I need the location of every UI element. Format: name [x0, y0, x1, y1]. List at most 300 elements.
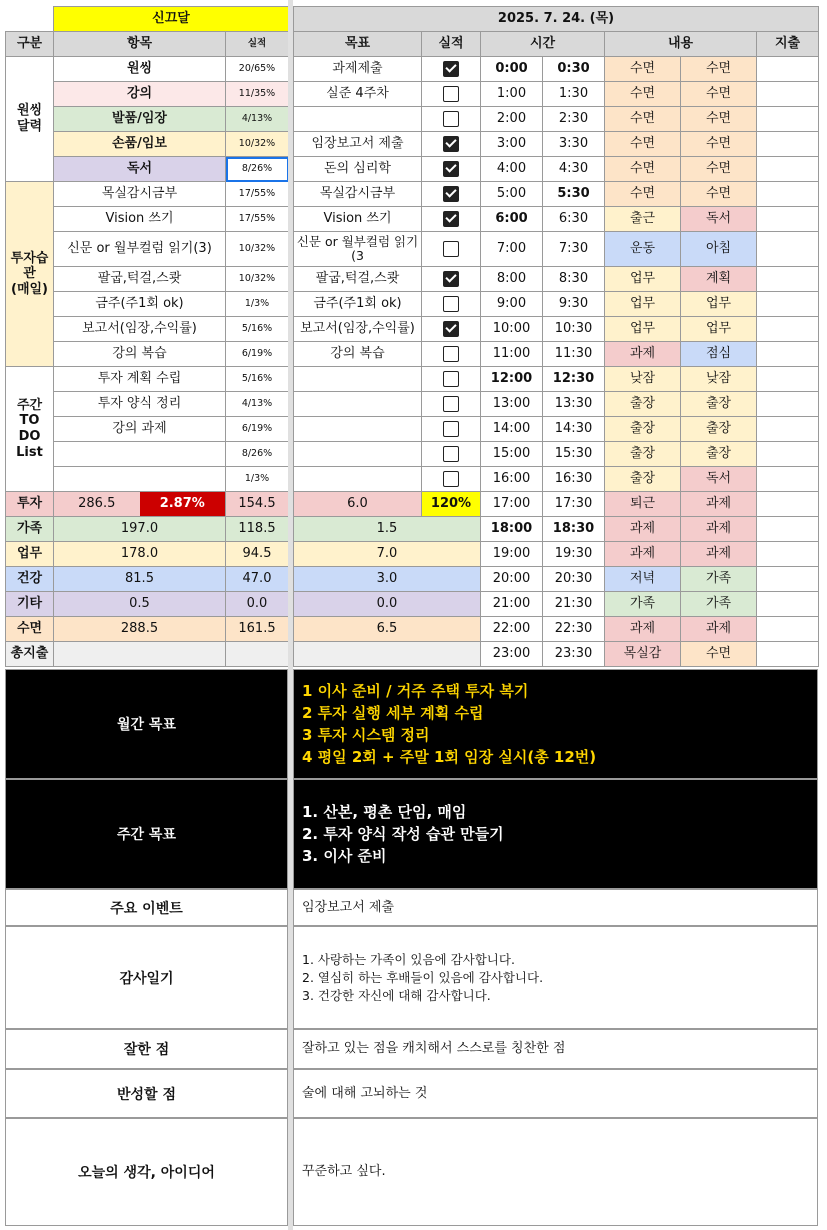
item-cell[interactable]: 목실감시금부 — [54, 182, 226, 207]
content-second-half[interactable]: 가족 — [681, 592, 757, 617]
good-text[interactable]: 잘하고 있는 점을 캐치해서 스스로를 칭찬한 점 — [293, 1029, 818, 1069]
left-grid — [5, 6, 289, 667]
done-checkbox-cell[interactable] — [422, 317, 481, 342]
summary-total[interactable]: 81.5 — [54, 567, 226, 592]
summary-actual[interactable]: 94.5 — [226, 542, 289, 567]
content-second-half[interactable]: 수면 — [681, 107, 757, 132]
spend-cell[interactable] — [757, 542, 819, 567]
content-second-half[interactable]: 수면 — [681, 157, 757, 182]
content-second-half[interactable]: 계획 — [681, 267, 757, 292]
content-first-half[interactable]: 과제 — [605, 542, 681, 567]
done-checkbox-cell[interactable] — [422, 292, 481, 317]
content-first-half[interactable]: 출장 — [605, 392, 681, 417]
schedule-row — [294, 267, 819, 292]
summary-target[interactable] — [294, 642, 481, 667]
item-cell[interactable]: 강의 과제 — [54, 417, 226, 442]
group-onething[interactable] — [6, 57, 54, 182]
spend-cell[interactable] — [757, 342, 819, 367]
schedule-row — [294, 207, 819, 232]
content-first-half[interactable]: 과제 — [605, 617, 681, 642]
weekly-goal-list[interactable] — [293, 779, 818, 889]
col-progress[interactable]: 실적 — [226, 32, 289, 57]
event-text[interactable]: 임장보고서 제출 — [293, 889, 818, 926]
gratitude-list[interactable] — [293, 926, 818, 1029]
gratitude-item: 2. 열심히 하는 후배들이 있음에 감사합니다. — [302, 969, 544, 985]
item-cell[interactable]: 팔굽,턱걸,스쾃 — [54, 267, 226, 292]
spend-cell[interactable] — [757, 57, 819, 82]
done-checkbox-cell[interactable] — [422, 467, 481, 492]
checkbox-icon[interactable] — [443, 421, 459, 437]
done-checkbox-cell[interactable] — [422, 182, 481, 207]
reflect-label[interactable]: 반성할 점 — [5, 1069, 288, 1118]
blank-cell — [6, 7, 54, 32]
sheet-title[interactable]: 신끄달 — [54, 7, 289, 32]
content-second-half[interactable]: 출장 — [681, 392, 757, 417]
content-second-half[interactable]: 과제 — [681, 492, 757, 517]
time-start[interactable]: 17:00 — [481, 492, 543, 517]
monthly-goal-item: 1 이사 준비 / 거주 주택 투자 복기 — [302, 682, 529, 700]
summary-label[interactable]: 가족 — [6, 517, 54, 542]
content-first-half[interactable]: 업무 — [605, 292, 681, 317]
content-first-half[interactable]: 출장 — [605, 442, 681, 467]
content-second-half[interactable]: 수면 — [681, 132, 757, 157]
schedule-row — [294, 317, 819, 342]
content-first-half[interactable]: 출근 — [605, 207, 681, 232]
content-first-half[interactable]: 낮잠 — [605, 367, 681, 392]
schedule-row — [294, 82, 819, 107]
weekly-goal-label[interactable]: 주간 목표 — [5, 779, 288, 889]
schedule-row — [294, 107, 819, 132]
time-start[interactable]: 23:00 — [481, 642, 543, 667]
time-start[interactable]: 10:00 — [481, 317, 543, 342]
time-end[interactable]: 5:30 — [543, 182, 605, 207]
checkbox-icon[interactable] — [443, 471, 459, 487]
content-first-half[interactable]: 수면 — [605, 157, 681, 182]
time-start[interactable]: 12:00 — [481, 367, 543, 392]
progress-cell[interactable]: 1/3% — [226, 467, 289, 492]
time-end[interactable]: 18:30 — [543, 517, 605, 542]
content-first-half[interactable]: 수면 — [605, 57, 681, 82]
time-end[interactable]: 20:30 — [543, 567, 605, 592]
goal-cell[interactable] — [294, 107, 422, 132]
schedule-row — [294, 182, 819, 207]
checkbox-icon[interactable] — [443, 186, 459, 202]
content-second-half[interactable]: 낮잠 — [681, 367, 757, 392]
group-habits[interactable] — [6, 182, 54, 367]
content-first-half[interactable]: 과제 — [605, 342, 681, 367]
content-second-half[interactable]: 가족 — [681, 567, 757, 592]
time-end[interactable]: 12:30 — [543, 367, 605, 392]
content-second-half[interactable]: 독서 — [681, 467, 757, 492]
time-end[interactable]: 9:30 — [543, 292, 605, 317]
time-start[interactable]: 18:00 — [481, 517, 543, 542]
gratitude-label[interactable]: 감사일기 — [5, 926, 288, 1029]
summary-actual[interactable]: 0.0 — [226, 592, 289, 617]
checkbox-icon[interactable] — [443, 346, 459, 362]
item-cell[interactable]: 보고서(임장,수익률) — [54, 317, 226, 342]
content-first-half[interactable]: 출장 — [605, 417, 681, 442]
spend-cell[interactable] — [757, 232, 819, 267]
goal-cell[interactable] — [294, 392, 422, 417]
gratitude-item: 3. 건강한 자신에 대해 감사합니다. — [302, 987, 491, 1003]
time-start[interactable]: 4:00 — [481, 157, 543, 182]
content-first-half[interactable]: 과제 — [605, 517, 681, 542]
checkbox-icon[interactable] — [443, 136, 459, 152]
time-start[interactable]: 5:00 — [481, 182, 543, 207]
content-second-half[interactable]: 출장 — [681, 442, 757, 467]
summary-label[interactable]: 기타 — [6, 592, 54, 617]
schedule-row — [294, 292, 819, 317]
time-start[interactable]: 16:00 — [481, 467, 543, 492]
schedule-row — [294, 617, 819, 642]
spend-cell[interactable] — [757, 292, 819, 317]
done-checkbox-cell[interactable] — [422, 442, 481, 467]
time-start[interactable]: 22:00 — [481, 617, 543, 642]
goal-cell[interactable] — [294, 417, 422, 442]
good-label[interactable]: 잘한 점 — [5, 1029, 288, 1069]
progress-cell[interactable]: 6/19% — [226, 342, 289, 367]
time-end[interactable]: 3:30 — [543, 132, 605, 157]
time-end[interactable]: 8:30 — [543, 267, 605, 292]
content-first-half[interactable]: 출장 — [605, 467, 681, 492]
item-cell[interactable]: 강의 — [54, 82, 226, 107]
monthly-goal-item: 2 투자 실행 세부 계획 수립 — [302, 704, 484, 722]
spend-cell[interactable] — [757, 182, 819, 207]
spend-cell[interactable] — [757, 642, 819, 667]
checkbox-icon[interactable] — [443, 271, 459, 287]
time-end[interactable]: 4:30 — [543, 157, 605, 182]
content-second-half[interactable]: 과제 — [681, 517, 757, 542]
content-second-half[interactable]: 점심 — [681, 342, 757, 367]
schedule-row — [294, 57, 819, 82]
content-second-half[interactable]: 과제 — [681, 617, 757, 642]
goal-cell[interactable]: 돈의 심리학 — [294, 157, 422, 182]
time-end[interactable]: 7:30 — [543, 232, 605, 267]
content-first-half[interactable]: 수면 — [605, 132, 681, 157]
goal-cell[interactable]: 과제제출 — [294, 57, 422, 82]
progress-cell[interactable]: 5/16% — [226, 367, 289, 392]
item-cell[interactable]: Vision 쓰기 — [54, 207, 226, 232]
summary-target[interactable]: 1.5 — [294, 517, 481, 542]
summary-actual[interactable]: 161.5 — [226, 617, 289, 642]
item-cell[interactable]: 원씽 — [54, 57, 226, 82]
done-checkbox-cell[interactable] — [422, 232, 481, 267]
spend-cell[interactable] — [757, 567, 819, 592]
schedule-row — [294, 492, 819, 517]
schedule-row — [294, 467, 819, 492]
time-start[interactable]: 0:00 — [481, 57, 543, 82]
col-goal[interactable]: 목표 — [294, 32, 422, 57]
col-content[interactable]: 내용 — [605, 32, 757, 57]
progress-cell-selected[interactable]: 8/26% — [226, 157, 289, 182]
summary-total[interactable]: 178.0 — [54, 542, 226, 567]
time-end[interactable]: 14:30 — [543, 417, 605, 442]
done-checkbox-cell[interactable] — [422, 157, 481, 182]
goal-cell[interactable]: 신문 or 월부컬럼 읽기(3 — [294, 232, 422, 267]
checkbox-icon[interactable] — [443, 241, 459, 257]
goal-cell[interactable]: 실준 4주차 — [294, 82, 422, 107]
spend-cell[interactable] — [757, 442, 819, 467]
idea-block — [5, 1118, 818, 1226]
time-start[interactable]: 1:00 — [481, 82, 543, 107]
spend-cell[interactable] — [757, 267, 819, 292]
spend-cell[interactable] — [757, 592, 819, 617]
time-start[interactable]: 7:00 — [481, 232, 543, 267]
summary-actual[interactable]: 118.5 — [226, 517, 289, 542]
content-second-half[interactable]: 수면 — [681, 642, 757, 667]
content-second-half[interactable]: 출장 — [681, 417, 757, 442]
monthly-goal-label[interactable]: 월간 목표 — [5, 669, 288, 779]
item-cell[interactable]: 신문 or 월부컬럼 읽기(3) — [54, 232, 226, 267]
gratitude-item: 1. 사랑하는 가족이 있음에 감사합니다. — [302, 951, 515, 967]
done-checkbox-cell[interactable] — [422, 57, 481, 82]
summary-target[interactable]: 3.0 — [294, 567, 481, 592]
content-second-half[interactable]: 독서 — [681, 207, 757, 232]
spend-cell[interactable] — [757, 132, 819, 157]
done-checkbox-cell[interactable] — [422, 107, 481, 132]
goal-cell[interactable]: Vision 쓰기 — [294, 207, 422, 232]
summary-label[interactable]: 투자 — [6, 492, 54, 517]
col-item[interactable]: 항목 — [54, 32, 226, 57]
group-label: 주간 TO DO List — [16, 397, 43, 460]
spend-cell[interactable] — [757, 417, 819, 442]
checkbox-icon[interactable] — [443, 61, 459, 77]
time-start[interactable]: 8:00 — [481, 267, 543, 292]
schedule-row — [294, 157, 819, 182]
progress-cell[interactable]: 10/32% — [226, 132, 289, 157]
progress-cell[interactable]: 1/3% — [226, 292, 289, 317]
schedule-row — [294, 132, 819, 157]
time-end[interactable]: 10:30 — [543, 317, 605, 342]
summary-target[interactable]: 7.0 — [294, 542, 481, 567]
time-end[interactable]: 0:30 — [543, 57, 605, 82]
content-first-half[interactable]: 가족 — [605, 592, 681, 617]
summary-label[interactable]: 수면 — [6, 617, 54, 642]
progress-cell[interactable]: 10/32% — [226, 232, 289, 267]
goal-cell[interactable]: 강의 복습 — [294, 342, 422, 367]
summary-total[interactable]: 288.5 — [54, 617, 226, 642]
time-start[interactable]: 14:00 — [481, 417, 543, 442]
content-first-half[interactable]: 퇴근 — [605, 492, 681, 517]
content-first-half[interactable]: 수면 — [605, 107, 681, 132]
time-end[interactable]: 13:30 — [543, 392, 605, 417]
checkbox-icon[interactable] — [443, 446, 459, 462]
content-first-half[interactable]: 목실감 — [605, 642, 681, 667]
time-end[interactable]: 11:30 — [543, 342, 605, 367]
time-start[interactable]: 21:00 — [481, 592, 543, 617]
goal-cell[interactable]: 금주(주1회 ok) — [294, 292, 422, 317]
content-first-half[interactable]: 운동 — [605, 232, 681, 267]
time-start[interactable]: 3:00 — [481, 132, 543, 157]
time-end[interactable]: 17:30 — [543, 492, 605, 517]
checkbox-icon[interactable] — [443, 371, 459, 387]
weekly-goal-block — [5, 779, 818, 889]
progress-cell[interactable]: 10/32% — [226, 267, 289, 292]
item-cell[interactable]: 발품/임장 — [54, 107, 226, 132]
time-start[interactable]: 9:00 — [481, 292, 543, 317]
progress-cell[interactable]: 4/13% — [226, 392, 289, 417]
progress-cell[interactable]: 5/16% — [226, 317, 289, 342]
goal-cell[interactable]: 팔굽,턱걸,스쾃 — [294, 267, 422, 292]
summary-label[interactable]: 건강 — [6, 567, 54, 592]
group-label: 원씽 달력 — [16, 103, 43, 134]
content-second-half[interactable]: 수면 — [681, 182, 757, 207]
monthly-goal-item: 3 투자 시스템 정리 — [302, 726, 430, 744]
spend-cell[interactable] — [757, 392, 819, 417]
item-cell[interactable]: 투자 계획 수립 — [54, 367, 226, 392]
spend-cell[interactable] — [757, 467, 819, 492]
idea-text[interactable]: 꾸준하고 싶다. — [293, 1118, 818, 1226]
done-checkbox-cell[interactable] — [422, 132, 481, 157]
goal-cell[interactable] — [294, 467, 422, 492]
time-start[interactable]: 19:00 — [481, 542, 543, 567]
checkbox-icon[interactable] — [443, 321, 459, 337]
content-second-half[interactable]: 수면 — [681, 57, 757, 82]
time-end[interactable]: 23:30 — [543, 642, 605, 667]
content-first-half[interactable]: 수면 — [605, 182, 681, 207]
summary-label[interactable]: 총지출 — [6, 642, 54, 667]
summary-actual[interactable]: 47.0 — [226, 567, 289, 592]
event-block — [5, 889, 818, 926]
schedule-row — [294, 232, 819, 267]
time-start[interactable]: 15:00 — [481, 442, 543, 467]
group-weekly-todo[interactable] — [6, 367, 54, 492]
content-second-half[interactable]: 아침 — [681, 232, 757, 267]
progress-cell[interactable]: 11/35% — [226, 82, 289, 107]
content-second-half[interactable]: 수면 — [681, 82, 757, 107]
content-first-half[interactable]: 업무 — [605, 267, 681, 292]
schedule-row — [294, 592, 819, 617]
checkbox-icon[interactable] — [443, 296, 459, 312]
col-done[interactable]: 실적 — [422, 32, 481, 57]
time-end[interactable]: 21:30 — [543, 592, 605, 617]
summary-target[interactable]: 0.0 — [294, 592, 481, 617]
monthly-goal-item: 4 평일 2회 + 주말 1회 임장 실시(총 12번) — [302, 748, 597, 766]
progress-cell[interactable]: 6/19% — [226, 417, 289, 442]
time-end[interactable]: 1:30 — [543, 82, 605, 107]
spend-cell[interactable] — [757, 317, 819, 342]
invest-ratio[interactable]: 120% — [422, 492, 481, 517]
idea-label[interactable]: 오늘의 생각, 아이디어 — [5, 1118, 288, 1226]
spend-cell[interactable] — [757, 492, 819, 517]
summary-total[interactable]: 0.5 — [54, 592, 226, 617]
date-header[interactable]: 2025. 7. 24. (목) — [294, 7, 819, 32]
progress-cell[interactable]: 4/13% — [226, 107, 289, 132]
item-cell[interactable]: 강의 복습 — [54, 342, 226, 367]
monthly-goal-list[interactable] — [293, 669, 818, 779]
time-end[interactable]: 16:30 — [543, 467, 605, 492]
col-category[interactable]: 구분 — [6, 32, 54, 57]
right-grid — [293, 6, 819, 667]
content-second-half[interactable]: 업무 — [681, 292, 757, 317]
progress-cell[interactable]: 20/65% — [226, 57, 289, 82]
checkbox-icon[interactable] — [443, 111, 459, 127]
goal-cell[interactable]: 임장보고서 제출 — [294, 132, 422, 157]
done-checkbox-cell[interactable] — [422, 207, 481, 232]
item-cell[interactable] — [54, 442, 226, 467]
reflect-text[interactable]: 술에 대해 고뇌하는 것 — [293, 1069, 818, 1118]
goal-cell[interactable]: 목실감시금부 — [294, 182, 422, 207]
content-first-half[interactable]: 저녁 — [605, 567, 681, 592]
summary-total-cell[interactable] — [54, 492, 226, 517]
content-first-half[interactable]: 업무 — [605, 317, 681, 342]
weekly-goal-item: 1. 산본, 평촌 단임, 매임 — [302, 803, 467, 821]
done-checkbox-cell[interactable] — [422, 267, 481, 292]
progress-cell[interactable]: 17/55% — [226, 182, 289, 207]
done-checkbox-cell[interactable] — [422, 82, 481, 107]
time-end[interactable]: 15:30 — [543, 442, 605, 467]
time-start[interactable]: 2:00 — [481, 107, 543, 132]
goal-cell[interactable] — [294, 367, 422, 392]
spend-cell[interactable] — [757, 82, 819, 107]
summary-target[interactable]: 6.0 — [294, 492, 422, 517]
goal-cell[interactable]: 보고서(임장,수익률) — [294, 317, 422, 342]
spend-cell[interactable] — [757, 157, 819, 182]
item-cell[interactable]: 손품/임보 — [54, 132, 226, 157]
progress-cell[interactable]: 17/55% — [226, 207, 289, 232]
done-checkbox-cell[interactable] — [422, 417, 481, 442]
time-end[interactable]: 2:30 — [543, 107, 605, 132]
done-checkbox-cell[interactable] — [422, 367, 481, 392]
group-label: 투자습 관 (매일) — [10, 250, 49, 297]
goal-cell[interactable] — [294, 442, 422, 467]
content-second-half[interactable]: 과제 — [681, 542, 757, 567]
content-first-half[interactable]: 수면 — [605, 82, 681, 107]
gratitude-block — [5, 926, 818, 1029]
spend-cell[interactable] — [757, 367, 819, 392]
item-cell[interactable]: 독서 — [54, 157, 226, 182]
spend-cell[interactable] — [757, 207, 819, 232]
summary-total[interactable]: 197.0 — [54, 517, 226, 542]
time-start[interactable]: 20:00 — [481, 567, 543, 592]
item-cell[interactable]: 투자 양식 정리 — [54, 392, 226, 417]
time-end[interactable]: 19:30 — [543, 542, 605, 567]
summary-actual[interactable]: 154.5 — [226, 492, 289, 517]
event-label[interactable]: 주요 이벤트 — [5, 889, 288, 926]
schedule-row — [294, 342, 819, 367]
content-second-half[interactable]: 업무 — [681, 317, 757, 342]
done-checkbox-cell[interactable] — [422, 392, 481, 417]
time-start[interactable]: 11:00 — [481, 342, 543, 367]
checkbox-icon[interactable] — [443, 86, 459, 102]
time-end[interactable]: 22:30 — [543, 617, 605, 642]
good-block — [5, 1029, 818, 1069]
checkbox-icon[interactable] — [443, 161, 459, 177]
summary-label[interactable]: 업무 — [6, 542, 54, 567]
spend-cell[interactable] — [757, 617, 819, 642]
progress-cell[interactable]: 8/26% — [226, 442, 289, 467]
spend-cell[interactable] — [757, 517, 819, 542]
summary-target[interactable]: 6.5 — [294, 617, 481, 642]
time-start[interactable]: 13:00 — [481, 392, 543, 417]
summary-actual[interactable] — [226, 642, 289, 667]
checkbox-icon[interactable] — [443, 211, 459, 227]
spend-cell[interactable] — [757, 107, 819, 132]
schedule-row — [294, 642, 819, 667]
checkbox-icon[interactable] — [443, 396, 459, 412]
weekly-goal-item: 3. 이사 준비 — [302, 847, 387, 865]
item-cell[interactable]: 금주(주1회 ok) — [54, 292, 226, 317]
schedule-row — [294, 567, 819, 592]
col-time[interactable]: 시간 — [481, 32, 605, 57]
done-checkbox-cell[interactable] — [422, 342, 481, 367]
time-start[interactable]: 6:00 — [481, 207, 543, 232]
time-end[interactable]: 6:30 — [543, 207, 605, 232]
summary-total[interactable] — [54, 642, 226, 667]
item-cell[interactable] — [54, 467, 226, 492]
schedule-row — [294, 417, 819, 442]
col-spend[interactable]: 지출 — [757, 32, 819, 57]
